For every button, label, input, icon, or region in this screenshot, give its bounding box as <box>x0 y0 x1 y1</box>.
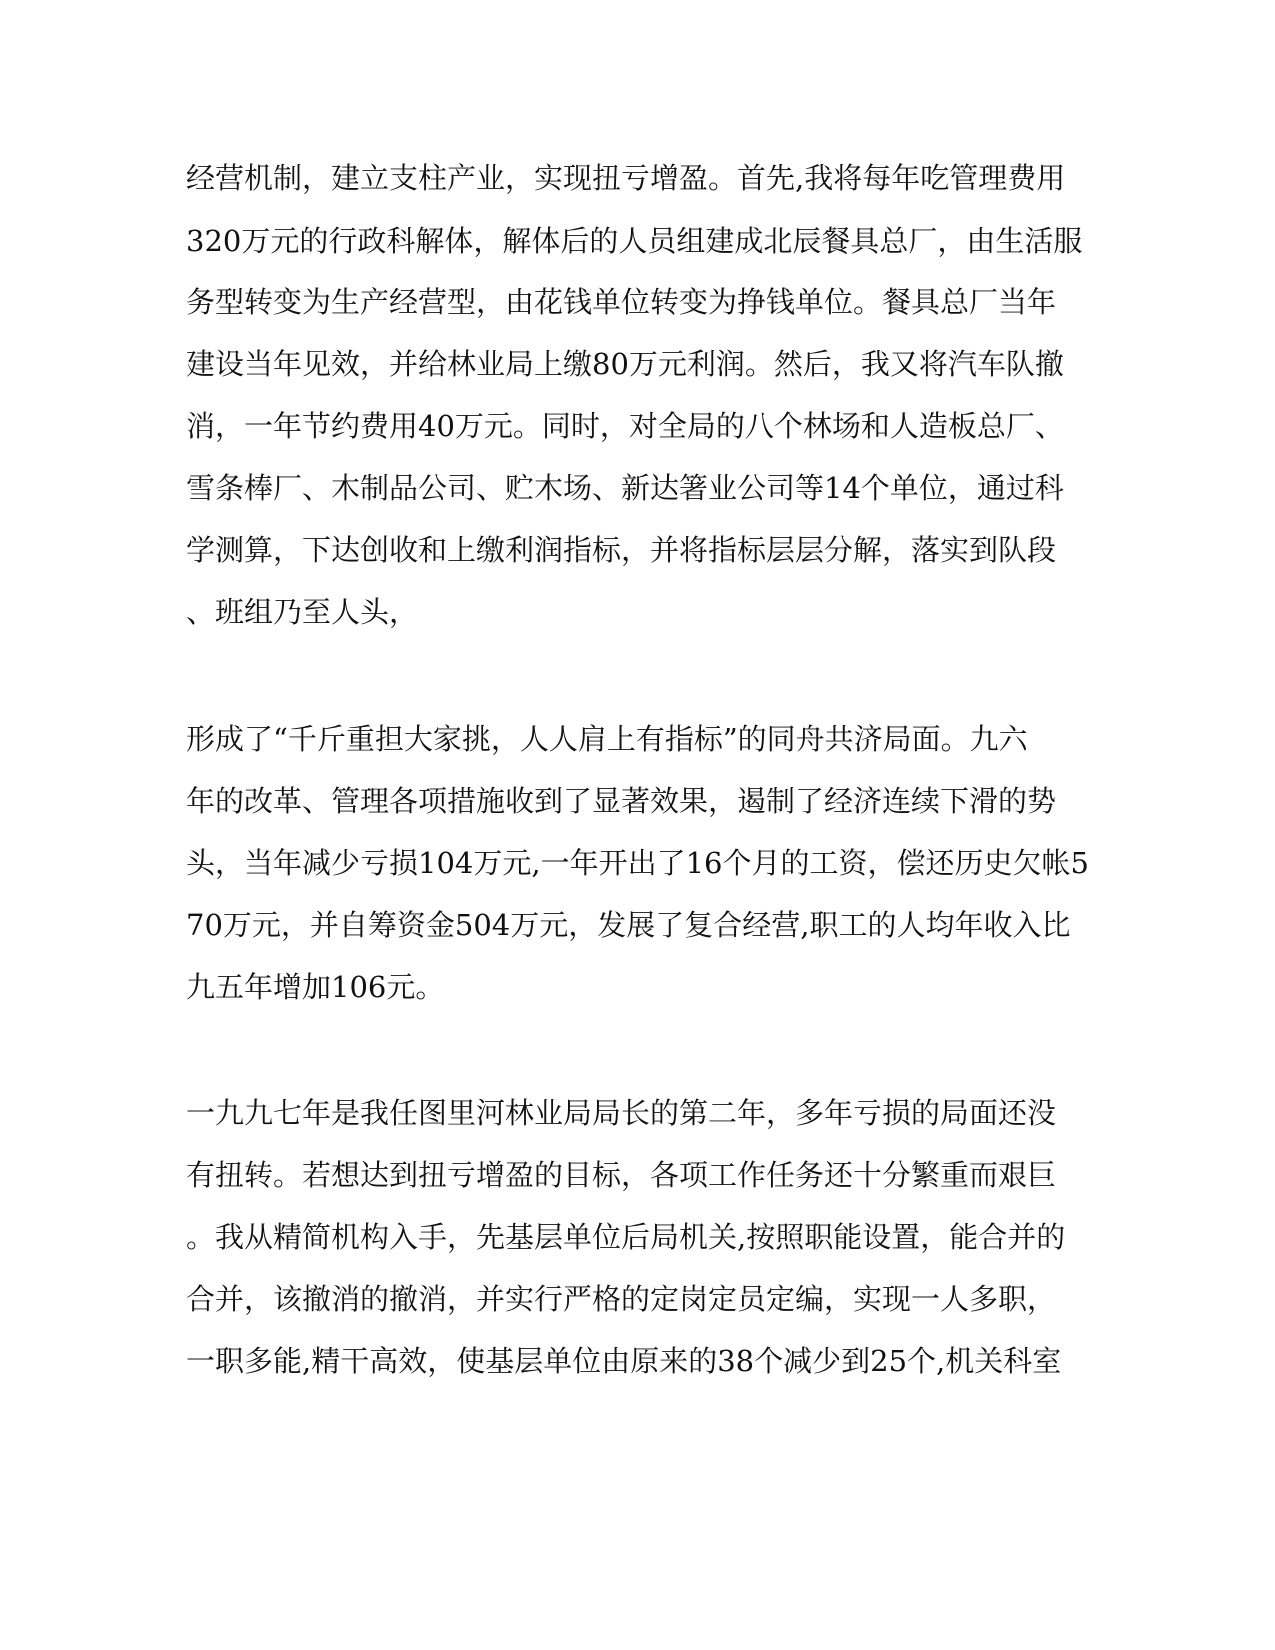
paragraph-2-line-5: 九五年增加106元。 <box>186 970 445 1004</box>
paragraph-3-line-3: 。我从精简机构入手，先基层单位后局机关,按照职能设置，能合并的 <box>186 1220 1066 1254</box>
paragraph-3-line-2: 有扭转。若想达到扭亏增盈的目标，各项工作任务还十分繁重而艰巨 <box>186 1158 1057 1192</box>
paragraph-1-line-7: 学测算，下达创收和上缴利润指标，并将指标层层分解，落实到队段 <box>186 533 1057 567</box>
paragraph-3-line-1: 一九九七年是我任图里河林业局局长的第二年，多年亏损的局面还没 <box>186 1096 1057 1130</box>
paragraph-1-line-4: 建设当年见效，并给林业局上缴80万元利润。然后，我又将汽车队撤 <box>186 347 1064 381</box>
paragraph-1-line-3: 务型转变为生产经营型，由花钱单位转变为挣钱单位。餐具总厂当年 <box>186 285 1057 319</box>
paragraph-3-line-5: 一职多能,精干高效，使基层单位由原来的38个减少到25个,机关科室 <box>186 1344 1062 1378</box>
paragraph-1-line-2: 320万元的行政科解体，解体后的人员组建成北辰餐具总厂，由生活服 <box>186 224 1083 258</box>
paragraph-1-line-5: 消，一年节约费用40万元。同时，对全局的八个林场和人造板总厂、 <box>186 409 1064 443</box>
paragraph-1-line-1: 经营机制，建立支柱产业，实现扭亏增盈。首先,我将每年吃管理费用 <box>186 161 1066 195</box>
paragraph-3-line-4: 合并，该撤消的撤消，并实行严格的定岗定员定编，实现一人多职， <box>186 1282 1057 1316</box>
paragraph-2-line-2: 年的改革、管理各项措施收到了显著效果，遏制了经济连续下滑的势 <box>186 784 1057 818</box>
paragraph-2-line-4: 70万元，并自筹资金504万元，发展了复合经营,职工的人均年收入比 <box>186 908 1071 942</box>
paragraph-2-line-1: 形成了“千斤重担大家挑，人人肩上有指标”的同舟共济局面。九六 <box>186 722 1028 756</box>
paragraph-1-line-6: 雪条棒厂、木制品公司、贮木场、新达箸业公司等14个单位，通过科 <box>186 471 1064 505</box>
paragraph-1-line-8: 、班组乃至人头， <box>186 595 419 629</box>
paragraph-2-line-3: 头，当年减少亏损104万元,一年开出了16个月的工资，偿还历史欠帐5 <box>186 846 1089 880</box>
